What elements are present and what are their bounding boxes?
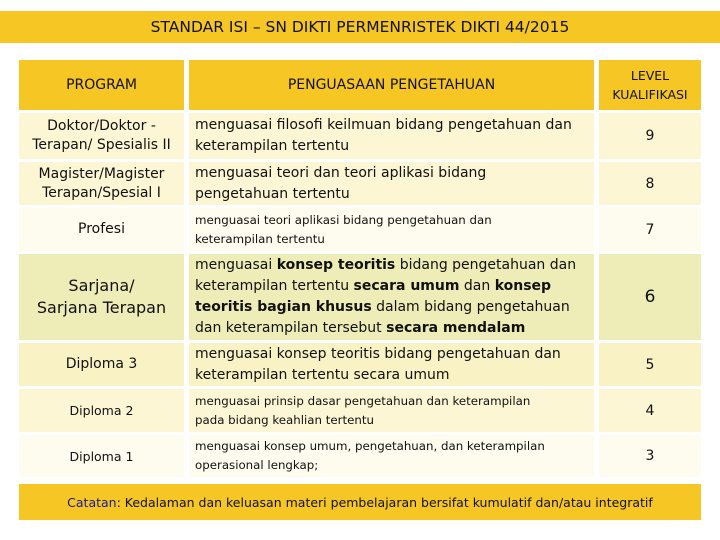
content-cell-diploma-3 [184,340,594,386]
program-line: Sarjana/ [68,276,135,295]
footnote [19,484,701,520]
content-text: bidang pengetahuan dan keterampilan tertentu [195,257,577,294]
level-cell-diploma-1: 3 [594,432,701,477]
level-cell-sarjana: 6 [594,251,701,340]
content-line: menguasai konsep umum, pengetahuan, dan keterampilan [195,439,545,453]
header-content: PENGUASAAN PENGETAHUAN [184,57,594,110]
content-line: operasional lengkap; [195,458,319,472]
program-cell-diploma-1: Diploma 1 [19,432,184,477]
program-cell-diploma-2: Diploma 2 [19,386,184,432]
content-text: dalam bidang pengetahuan dan keterampilan tersebut [195,299,570,336]
program-line: Terapan/Spesial I [42,184,161,201]
level-cell-magister: 8 [594,159,701,205]
content-cell-diploma-2 [184,386,594,432]
program-line: Magister/Magister [38,165,165,182]
content-line: menguasai prinsip dasar pengetahuan dan keterampilan [195,393,531,408]
program-cell-doktor [19,110,184,159]
content-text: menguasai [195,257,277,273]
content-cell-profesi [184,205,594,251]
program-cell-magister [19,159,184,205]
program-line: Terapan/ Spesialis II [32,137,171,153]
footnote-label: Catatan [67,494,117,510]
content-cell-diploma-1 [184,432,594,477]
content-emphasis: konsep teoritis bagian khusus [195,278,552,315]
content-cell-sarjana [184,251,594,340]
level-cell-profesi: 7 [594,205,701,251]
page-title: STANDAR ISI – SN DIKTI PERMENRISTEK DIKTI 44/2015 [0,11,720,43]
content-cell-doktor [184,110,594,159]
header-level-line1: LEVEL [630,68,670,83]
program-cell-sarjana [19,251,184,340]
content-line: pengetahuan tertentu [195,185,350,202]
content-text: dan [459,278,495,294]
program-cell-diploma-3: Diploma 3 [19,340,184,386]
content-line: menguasai konsep teoritis bidang pengetahuan dan [195,345,561,362]
content-emphasis: secara umum [353,278,460,294]
content-line: pada bidang keahlian tertentu [195,412,374,427]
content-line: menguasai teori aplikasi bidang pengetahuan dan [195,212,492,227]
content-cell-magister [184,159,594,205]
content-line: menguasai filosofi keilmuan bidang pengetahuan dan [195,117,572,133]
content-emphasis: konsep teoritis [276,257,396,273]
content-emphasis: secara mendalam [386,320,526,336]
content-line: menguasai teori dan teori aplikasi bidang [195,164,487,181]
header-level-line2: KUALIFIKASI [612,87,688,102]
header-program: PROGRAM [19,57,184,110]
footnote-text: : Kedalaman dan keluasan materi pembelajaran bersifat kumulatif dan/atau integratif [116,494,653,510]
standard-table [19,57,701,477]
level-cell-doktor: 9 [594,110,701,159]
content-line: keterampilan tertentu secara umum [195,366,450,383]
level-cell-diploma-3: 5 [594,340,701,386]
level-cell-diploma-2: 4 [594,386,701,432]
program-line: Sarjana Terapan [36,298,167,317]
content-line: keterampilan tertentu [195,138,350,154]
content-line: keterampilan tertentu [195,231,325,246]
header-level [594,57,701,110]
program-cell-profesi: Profesi [19,205,184,251]
program-line: Doktor/Doktor - [47,118,156,134]
